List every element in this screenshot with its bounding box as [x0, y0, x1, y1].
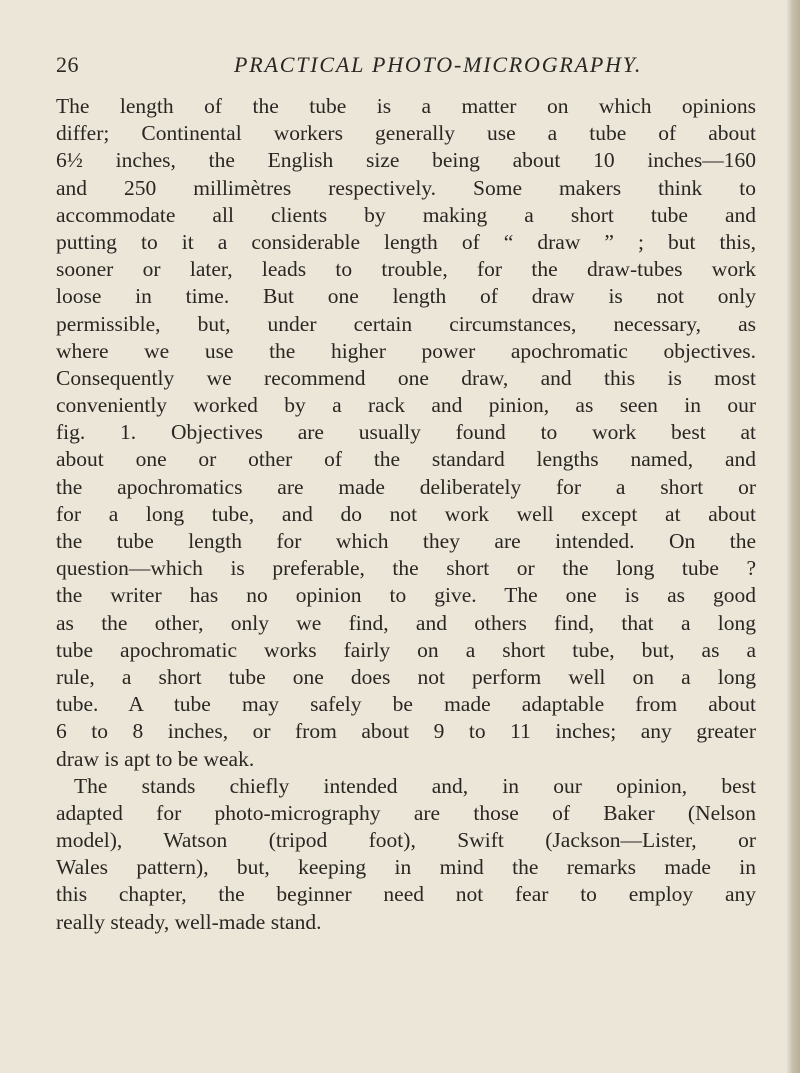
text-line: The length of the tube is a matter on which opinions	[56, 94, 756, 118]
text-line: Wales pattern), but, keeping in mind the remarks made in	[56, 855, 756, 880]
text-line: rule, a short tube one does not perform well on a long	[56, 664, 756, 689]
page-edge-shadow	[786, 0, 800, 1073]
text-line: fig. 1. Objectives are usually found to work best at	[56, 420, 756, 445]
page-number: 26	[56, 52, 79, 77]
text-line: differ; Continental workers generally use a tube of about	[56, 121, 756, 146]
text-line: model), Watson (tripod foot), Swift (Jackson—Lister, or	[56, 828, 756, 853]
text-line: as the other, only we find, and others find, that a long	[56, 610, 756, 635]
text-line: tube. A tube may safely be made adaptable from about	[56, 692, 756, 717]
text-line: 6½ inches, the English size being about 10 inches—160	[56, 148, 756, 173]
text-line: about one or other of the standard lengths named, and	[56, 447, 756, 472]
text-line: question—which is preferable, the short or the long tube ?	[56, 556, 756, 581]
text-line: The stands chiefly intended and, in our opinion, best	[74, 773, 756, 798]
text-line: and 250 millimètres respectively. Some makers think to	[56, 175, 756, 200]
text-line: sooner or later, leads to trouble, for the draw-tubes work	[56, 257, 756, 282]
text-line: putting to it a considerable length of “ draw ” ; but this,	[56, 229, 756, 254]
text-line: where we use the higher power apochromatic objectives.	[56, 338, 756, 363]
text-line: this chapter, the beginner need not fear to employ any	[56, 882, 756, 907]
text-line: accommodate all clients by making a short tube and	[56, 202, 756, 227]
running-head	[56, 52, 756, 82]
text-line: 6 to 8 inches, or from about 9 to 11 inches; any greater	[56, 719, 756, 744]
text-line: loose in time. But one length of draw is not only	[56, 284, 756, 309]
text-line: conveniently worked by a rack and pinion, as seen in our	[56, 393, 756, 418]
text-line: the tube length for which they are intended. On the	[56, 529, 756, 553]
text-line: permissible, but, under certain circumstances, necessary, as	[56, 311, 756, 336]
text-line: the writer has no opinion to give. The one is as good	[56, 583, 756, 608]
text-line: Consequently we recommend one draw, and this is most	[56, 365, 756, 390]
paragraph	[56, 773, 756, 936]
text-line: tube apochromatic works fairly on a short tube, but, as a	[56, 637, 756, 662]
body-text	[56, 93, 756, 936]
text-line: really steady, well-made stand.	[56, 909, 322, 934]
text-line: for a long tube, and do not work well except at about	[56, 501, 756, 526]
text-line: adapted for photo-micrography are those of Baker (Nelson	[56, 800, 756, 825]
text-line: the apochromatics are made deliberately for a short or	[56, 474, 756, 499]
running-head-title: PRACTICAL PHOTO-MICROGRAPHY.	[234, 52, 643, 77]
paragraph	[56, 93, 756, 773]
text-line: draw is apt to be weak.	[56, 746, 255, 771]
